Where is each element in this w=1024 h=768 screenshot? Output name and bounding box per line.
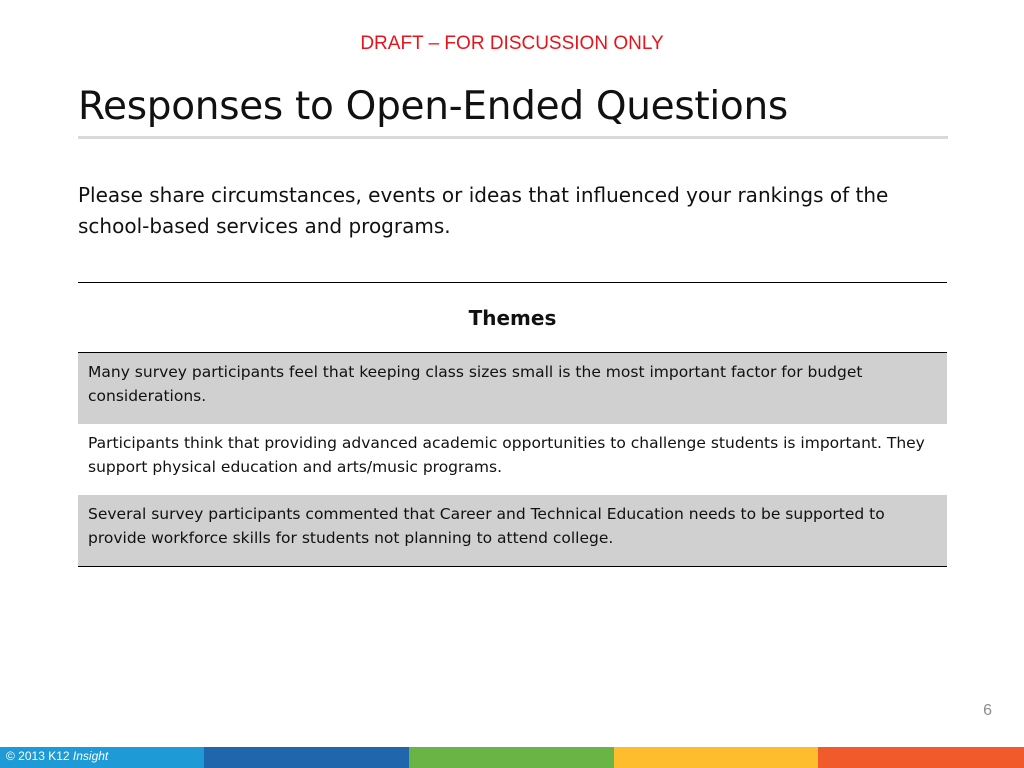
page-number: 6 (983, 702, 992, 719)
footer-segment-orange (818, 747, 1024, 768)
page-title: Responses to Open-Ended Questions (78, 84, 788, 129)
draft-notice: DRAFT – FOR DISCUSSION ONLY (360, 33, 664, 54)
question-text: Please share circumstances, events or ideas that influenced your rankings of the school-based services and programs. (78, 183, 889, 238)
table-row: Participants think that providing advanced academic opportunities to challenge students is important. They support physical education and arts/music programs. (88, 434, 925, 476)
title-divider (78, 136, 948, 139)
copyright-label: © 2013 K12 (6, 749, 70, 763)
footer-segment-green (409, 747, 614, 768)
themes-table (78, 282, 947, 567)
footer-color-bar (0, 747, 1024, 768)
table-header: Themes (78, 283, 947, 353)
table-row: Several survey participants commented that Career and Technical Education needs to be supported to provide workforce skills for students not planning to attend college. (78, 495, 947, 566)
table-row: Many survey participants feel that keeping class sizes small is the most important factor for budget considerations. (78, 353, 947, 424)
footer-segment-blue-dark (204, 747, 409, 768)
brand-name: Insight (72, 749, 109, 763)
copyright-text (6, 749, 108, 763)
footer-segment-yellow (614, 747, 818, 768)
